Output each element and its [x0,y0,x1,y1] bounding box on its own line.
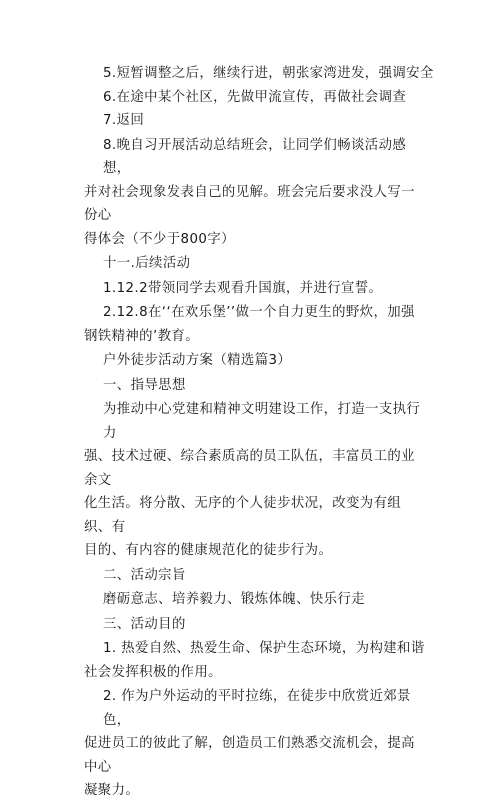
guiding-ideology-paragraph: 为推动中心党建和精神文明建设工作，打造一支执行力 强、技术过硬、综合素质高的员工队伍，丰富员工的业余文 化生活。将分散、无序的个人徒步状况，改变为有组织、有 目的、有内容的健康规范化的徒步行为。 [84,402,421,558]
step-7-line: 7.返回 [103,113,145,128]
step-6-line: 6.在途中某个社区，先做甲流宣传，再做社会调查 [103,89,407,105]
section-11-title: 十一.后续活动 [103,256,191,271]
article-title: 户外徒步活动方案（精选篇3） [103,353,292,368]
activity-purpose-text: 磨砺意志、培养毅力、锻炼体魄、快乐行走 [103,592,366,607]
goal-item-2: 2. 作为户外运动的平时拉练，在徒步中欣赏近郊景色， 促进员工的彼此了解，创造员工们熟悉交流机会，提高中心 凝聚力。 [84,689,415,798]
goal-item-1: 1. 热爱自然、热爱生命、保护生态环境，为构建和谐 社会发挥积极的作用。 [84,641,425,680]
step-8-paragraph: 8.晚自习开展活动总结班会，让同学们畅谈活动感想， 并对社会现象发表自己的见解。班会完后要求没人写一份心 得体会（不少于800字） [84,137,415,247]
followup-item-2: 2.12.8在‘‘在欢乐堡’’做一个自力更生的野炊，加强 钢铁精神的’教育。 [84,305,415,344]
heading-guiding-ideology: 一、指导思想 [103,377,186,393]
followup-item-1: 1.12.2带领同学去观看升国旗，并进行宣誓。 [103,280,383,296]
heading-activity-purpose: 二、活动宗旨 [103,567,186,583]
heading-activity-goals: 三、活动目的 [103,616,186,632]
step-5-line: 5.短暂调整之后，继续行进，朝张家湾进发，强调安全 [103,66,434,81]
